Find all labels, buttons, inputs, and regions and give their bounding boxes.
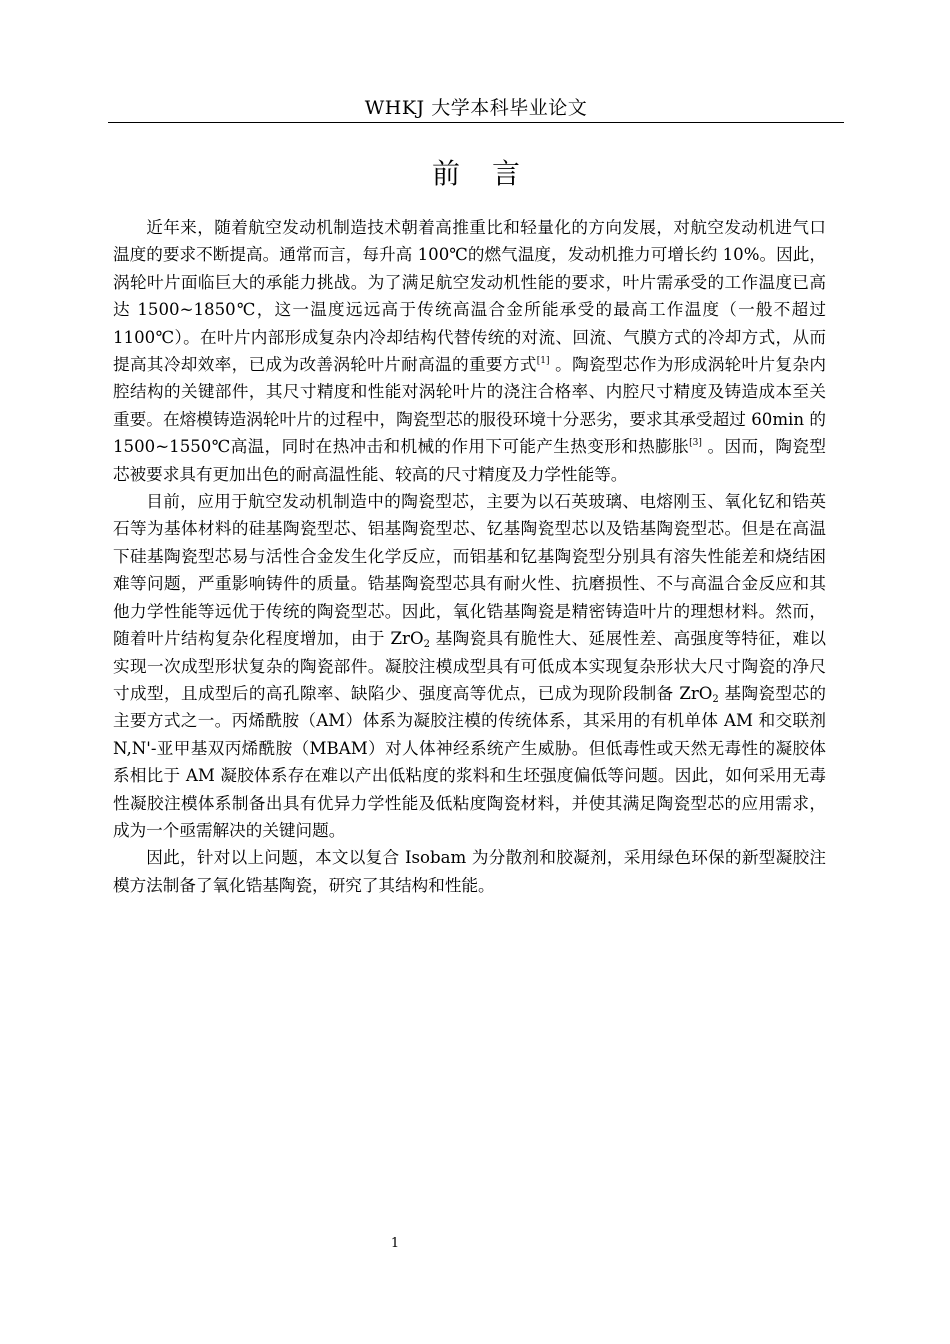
paragraph-text: 基陶瓷型芯的主要方式之一。丙烯酰胺（AM）体系为凝胶注模的传统体系，其采用的有机单体 AM 和交联剂 N,N'-亚甲基双丙烯酰胺（MBAM）对人体神经系统产生威胁。但低毒性或天然无毒性的凝胶体系相比于 AM 凝胶体系存在难以产出低粘度的浆料和生坯强度偏低等问题。因此，如何采用无毒性凝胶注模体系制备出具有优异力学性能及低粘度陶瓷材料，并使其满足陶瓷型芯的应用需求，成为一个亟需解决的关键问题。 (113, 683, 826, 840)
paragraph-text: 因此，针对以上问题，本文以复合 Isobam 为分散剂和胶凝剂，采用绿色环保的新型凝胶注模方法制备了氧化锆基陶瓷，研究了其结构和性能。 (113, 848, 826, 895)
page-header: WHKJ 大学本科毕业论文 (364, 97, 588, 119)
paragraph-text: 近年来，随着航空发动机制造技术朝着高推重比和轻量化的方向发展，对航空发动机进气口温度的要求不断提高。通常而言，每升高 100℃的燃气温度，发动机推力可增长约 10%。因此，涡轮叶片面临巨大的承能力挑战。为了满足航空发动机性能的要求，叶片需承受的工作温度已高达 1500~1850℃，这一温度远远高于传统高温合金所能承受的最高工作温度（一般不超过 1100℃）。在叶片内部形成复杂内冷却结构代替传统的对流、回流、气膜方式的冷却方式，从而提高其冷却效率，已成为改善涡轮叶片耐高温的重要方式 (113, 218, 826, 375)
paragraph-text: 目前，应用于航空发动机制造中的陶瓷型芯，主要为以石英玻璃、电熔刚玉、氧化钇和锆英石等为基体材料的硅基陶瓷型芯、铝基陶瓷型芯、钇基陶瓷型芯以及锆基陶瓷型芯。但是在高温下硅基陶瓷型芯易与活性合金发生化学反应，而铝基和钇基陶瓷型分别具有溶失性能差和烧结困难等问题，严重影响铸件的质量。锆基陶瓷型芯具有耐火性、抗磨损性、不与高温合金反应和其他力学性能等远优于传统的陶瓷型芯。因此，氧化锆基陶瓷是精密铸造叶片的理想材料。然而，随着叶片结构复杂化程度增加，由于 ZrO (113, 492, 826, 649)
page-number: 1 (390, 1236, 400, 1251)
section-title: 前言 (431, 157, 552, 190)
paragraph-text: 基陶瓷具有脆性大、延展性差、高强度等特征，难以实现一次成型形状复杂的陶瓷部件。凝胶注模成型具有可低成本实现复杂形状大尺寸陶瓷的净尺寸成型，且成型后的高孔隙率、缺陷少、强度高等优点，已成为现阶段制备 ZrO (113, 629, 826, 703)
paragraph-text: 。陶瓷型芯作为形成涡轮叶片复杂内腔结构的关键部件，其尺寸精度和性能对涡轮叶片的浇注合格率、内腔尺寸精度及铸造成本至关重要。在熔模铸造涡轮叶片的过程中，陶瓷型芯的服役环境十分恶劣，要求其承受超过 60min 的 1500~1550℃高温，同时在热冲击和机械的作用下可能产生热变形和热膨胀 (113, 355, 826, 457)
paragraph-1 (113, 214, 826, 488)
subscript: 2 (712, 693, 719, 705)
paragraph-3 (113, 844, 826, 899)
subscript: 2 (423, 639, 430, 651)
citation-ref: [1] (536, 356, 550, 367)
paragraph-2 (113, 488, 826, 844)
citation-ref: [3] (689, 438, 702, 449)
body-text (113, 214, 826, 899)
header-rule (108, 122, 844, 123)
paragraph-text: 。因而，陶瓷型芯被要求具有更加出色的耐高温性能、较高的尺寸精度及力学性能等。 (113, 437, 826, 484)
